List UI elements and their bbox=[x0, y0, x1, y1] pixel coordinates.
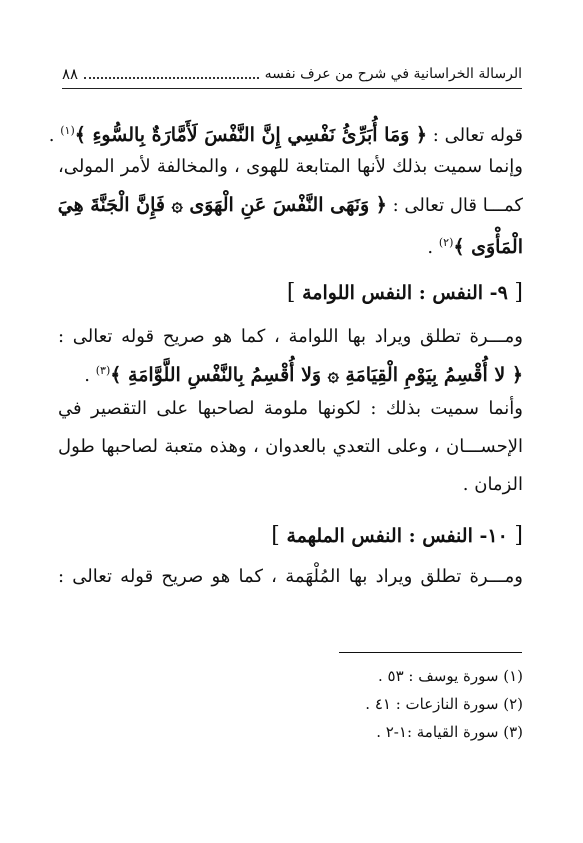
text-lead: كمـــا قال تعالى : bbox=[386, 195, 523, 216]
footnote-2: (٢) سورة النازعات : ٤١ . bbox=[365, 695, 523, 713]
paragraph-line-8: الإحســـان ، وعلى التعدي بالعدوان ، وهذه متعبة لصاحبها طول bbox=[58, 436, 523, 457]
section-heading-10 bbox=[271, 523, 523, 548]
header-dot-leader bbox=[84, 69, 259, 79]
footnote-3: (٣) سورة القيامة :١-٢ . bbox=[376, 723, 523, 741]
quran-verse: ﴿ لا أُقْسِمُ بِيَوْمِ الْقِيَامَةِ ۞ وَلا أُقْسِمُ بِالنَّفْسِ اللَّوَّامَةِ ﴾ bbox=[110, 364, 523, 386]
heading-text: ١٠- النفس : النفس الملهمة bbox=[279, 525, 515, 547]
text-tail: . bbox=[427, 237, 439, 258]
header-rule bbox=[62, 88, 522, 89]
text-tail: . bbox=[48, 125, 61, 146]
heading-bracket-close: ] bbox=[271, 523, 280, 548]
verse-line-4 bbox=[58, 228, 523, 263]
verse-line-1 bbox=[48, 116, 523, 151]
text-tail: . bbox=[84, 365, 96, 386]
verse-line-6 bbox=[58, 356, 523, 391]
paragraph-line-2: وإنما سميت بذلك لأنها المتابعة للهوى ، والمخالفة لأمر المولى، bbox=[58, 156, 523, 177]
page-number: ٨٨ bbox=[62, 65, 79, 83]
section-heading-9 bbox=[287, 280, 523, 305]
heading-bracket-open: [ bbox=[514, 523, 523, 548]
heading-text: ٩- النفس : النفس اللوامة bbox=[295, 282, 515, 304]
paragraph-line-7: وأنما سميت بذلك : لكونها ملومة لصاحبها على التقصير في bbox=[58, 398, 523, 419]
text-lead: قوله تعالى : bbox=[427, 125, 523, 146]
quran-verse: ﴿ وَمَا أُبَرِّئُ نَفْسِي إِنَّ النَّفْسَ لَأَمَّارَةٌ بِالسُّوءِ ﴾ bbox=[74, 124, 428, 146]
footnote-ref-2: (٢) bbox=[438, 236, 454, 249]
paragraph-line-10: ومـــرة تطلق ويراد بها المُلْهَمة ، كما هو صريح قوله تعالى : bbox=[58, 566, 523, 587]
paragraph-line-5: ومـــرة تطلق ويراد بها اللوامة ، كما هو صريح قوله تعالى : bbox=[58, 326, 523, 347]
footnote-1: (١) سورة يوسف : ٥٣ . bbox=[377, 667, 523, 685]
paragraph-line-9: الزمان . bbox=[462, 474, 523, 495]
book-title: الرسالة الخراسانية في شرح من عرف نفسه bbox=[264, 66, 522, 82]
quran-verse: الْمَأْوَى ﴾ bbox=[453, 236, 523, 258]
footnote-ref-1: (١) bbox=[60, 124, 75, 137]
footnote-ref-3: (٣) bbox=[95, 364, 111, 377]
heading-bracket-open: [ bbox=[514, 280, 523, 305]
heading-bracket-close: ] bbox=[286, 280, 296, 305]
quran-verse: ﴿ وَنَهَى النَّفْسَ عَنِ الْهَوَى ۞ فَإِنَّ الْجَنَّةَ هِيَ bbox=[57, 194, 387, 216]
running-header bbox=[62, 63, 522, 85]
verse-line-3 bbox=[58, 190, 523, 221]
footnote-separator bbox=[339, 652, 522, 653]
